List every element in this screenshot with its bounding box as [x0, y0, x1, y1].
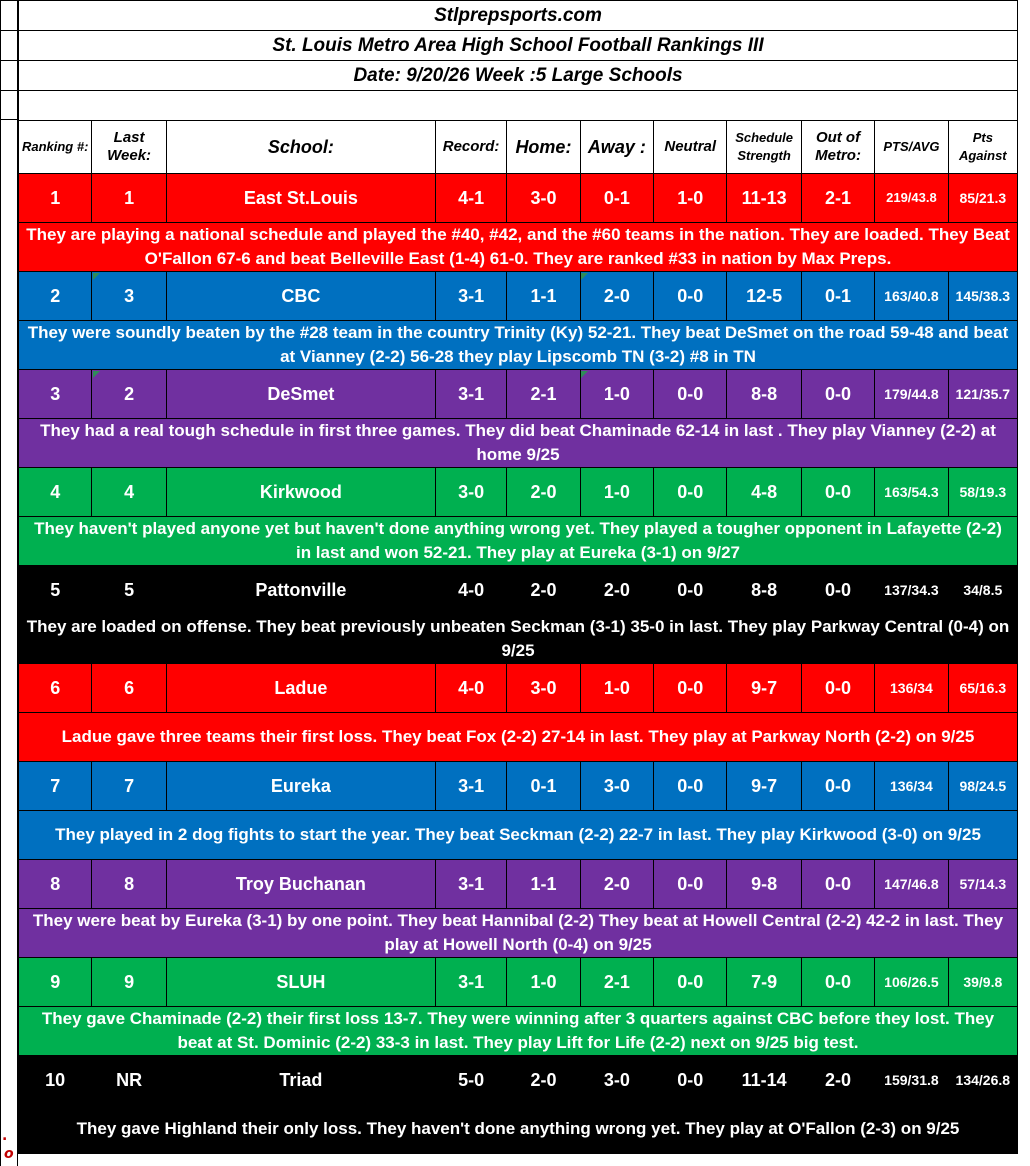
col-away: Away : [580, 121, 653, 174]
pts-avg-cell: 163/54.3 [875, 468, 948, 517]
out-of-metro-cell: 2-0 [801, 1056, 874, 1105]
left-cell [0, 90, 18, 120]
team-note: They played in 2 dog fights to start the year. They beat Seckman (2-2) 22-7 in last. They play Kirkwood (3-0) on 9/25 [19, 811, 1018, 860]
neutral-cell: 0-0 [654, 860, 727, 909]
comment-marker [93, 273, 100, 280]
record-cell: 3-1 [435, 762, 506, 811]
col-school: School: [166, 121, 435, 174]
pts-avg-cell: 147/46.8 [875, 860, 948, 909]
record-cell: 4-0 [435, 566, 506, 615]
away-cell: 1-0 [580, 468, 653, 517]
team-row [19, 958, 1018, 1007]
team-note: They gave Chaminade (2-2) their first loss 13-7. They were winning after 3 quarters against CBC before they lost. They beat at St. Dominic (2-2) 33-3 in last. They play Lift for Life (2-2) next on 9/25 big test. [19, 1007, 1018, 1056]
school-cell: Eureka [166, 762, 435, 811]
pts-avg-cell: 106/26.5 [875, 958, 948, 1007]
away-cell: 3-0 [580, 1056, 653, 1105]
record-cell: 3-1 [435, 370, 506, 419]
left-cell [0, 0, 18, 30]
pts-against-cell: 145/38.3 [948, 272, 1017, 321]
rank-cell: 7 [19, 762, 92, 811]
team-row [19, 566, 1018, 615]
date-line: Date: 9/20/26 Week :5 Large Schools [18, 60, 1018, 90]
pts-avg-cell: 159/31.8 [875, 1056, 948, 1105]
school-cell: SLUH [166, 958, 435, 1007]
schedule-cell: 11-14 [727, 1056, 801, 1105]
team-row [19, 174, 1018, 223]
pts-against-cell: 34/8.5 [948, 566, 1017, 615]
schedule-cell: 12-5 [727, 272, 801, 321]
cell-marker: o [4, 1146, 14, 1162]
schedule-cell: 8-8 [727, 370, 801, 419]
header-row [19, 121, 1018, 174]
neutral-cell: 0-0 [654, 958, 727, 1007]
school-cell: Pattonville [166, 566, 435, 615]
out-of-metro-cell: 2-1 [801, 174, 874, 223]
record-cell: 4-1 [435, 174, 506, 223]
team-note: Ladue gave three teams their first loss. They beat Fox (2-2) 27-14 in last. They play at Parkway North (2-2) on 9/25 [19, 713, 1018, 762]
home-cell: 2-0 [507, 468, 580, 517]
comment-marker [93, 371, 100, 378]
pts-avg-cell: 137/34.3 [875, 566, 948, 615]
pts-against-cell: 134/26.8 [948, 1056, 1017, 1105]
home-cell: 2-1 [507, 370, 580, 419]
out-of-metro-cell: 0-0 [801, 566, 874, 615]
neutral-cell: 0-0 [654, 272, 727, 321]
team-row [19, 272, 1018, 321]
pts-against-cell: 98/24.5 [948, 762, 1017, 811]
last-week-cell: 7 [92, 762, 166, 811]
col-last-week: Last Week: [92, 121, 166, 174]
last-week-cell: 2 [92, 370, 166, 419]
home-cell: 1-0 [507, 958, 580, 1007]
team-note-row [19, 223, 1018, 272]
col-out-of-metro: Out of Metro: [801, 121, 874, 174]
left-cell [0, 30, 18, 60]
rank-cell: 2 [19, 272, 92, 321]
team-row [19, 370, 1018, 419]
schedule-cell: 9-7 [727, 762, 801, 811]
team-note-row [19, 321, 1018, 370]
schedule-cell: 9-8 [727, 860, 801, 909]
away-cell: 2-1 [580, 958, 653, 1007]
neutral-cell: 0-0 [654, 370, 727, 419]
pts-against-cell: 65/16.3 [948, 664, 1017, 713]
team-note: They haven't played anyone yet but haven't done anything wrong yet. They played a tougher opponent in Lafayette (2-2) in last and won 52-21. They play at Eureka (3-1) on 9/27 [19, 517, 1018, 566]
team-note-row [19, 1007, 1018, 1056]
col-schedule: Schedule Strength [727, 121, 801, 174]
last-week-cell: 1 [92, 174, 166, 223]
team-note: They were beat by Eureka (3-1) by one point. They beat Hannibal (2-2) They beat at Howell Central (2-2) 42-2 in last. They play at Howell North (0-4) on 9/25 [19, 909, 1018, 958]
team-note-row [19, 811, 1018, 860]
record-cell: 5-0 [435, 1056, 506, 1105]
last-week-cell: 8 [92, 860, 166, 909]
home-cell: 0-1 [507, 762, 580, 811]
rankings-grid [18, 0, 1018, 1154]
last-week-cell: 3 [92, 272, 166, 321]
team-note-row [19, 1105, 1018, 1154]
team-note: They are playing a national schedule and played the #40, #42, and the #60 teams in the nation. They are loaded. They Beat O'Fallon 67-6 and beat Belleville East (1-4) 61-0. They are ranked #33 in nation by Max Preps. [19, 223, 1018, 272]
last-week-cell: 4 [92, 468, 166, 517]
record-cell: 3-1 [435, 272, 506, 321]
neutral-cell: 0-0 [654, 1056, 727, 1105]
left-cell [0, 60, 18, 90]
away-cell: 2-0 [580, 566, 653, 615]
team-note-row [19, 517, 1018, 566]
col-ranking: Ranking #: [19, 121, 92, 174]
neutral-cell: 0-0 [654, 566, 727, 615]
away-cell: 1-0 [580, 664, 653, 713]
school-cell: Troy Buchanan [166, 860, 435, 909]
pts-against-cell: 85/21.3 [948, 174, 1017, 223]
schedule-cell: 4-8 [727, 468, 801, 517]
cell-marker: . [2, 1128, 8, 1144]
out-of-metro-cell: 0-0 [801, 468, 874, 517]
last-week-cell: NR [92, 1056, 166, 1105]
out-of-metro-cell: 0-0 [801, 664, 874, 713]
out-of-metro-cell: 0-0 [801, 762, 874, 811]
schedule-cell: 8-8 [727, 566, 801, 615]
record-cell: 3-1 [435, 860, 506, 909]
col-pts-avg: PTS/AVG [875, 121, 948, 174]
school-cell: East St.Louis [166, 174, 435, 223]
rank-cell: 3 [19, 370, 92, 419]
record-cell: 3-1 [435, 958, 506, 1007]
pts-against-cell: 58/19.3 [948, 468, 1017, 517]
team-note: They had a real tough schedule in first three games. They did beat Chaminade 62-14 in last . They play Vianney (2-2) at home 9/25 [19, 419, 1018, 468]
team-note: They gave Highland their only loss. They haven't done anything wrong yet. They play at O'Fallon (2-3) on 9/25 [19, 1105, 1018, 1154]
team-row [19, 762, 1018, 811]
pts-avg-cell: 219/43.8 [875, 174, 948, 223]
away-cell: 1-0 [580, 370, 653, 419]
away-cell: 2-0 [580, 860, 653, 909]
rank-cell: 6 [19, 664, 92, 713]
home-cell: 3-0 [507, 664, 580, 713]
rank-cell: 9 [19, 958, 92, 1007]
school-cell: DeSmet [166, 370, 435, 419]
comment-marker [581, 371, 588, 378]
team-row [19, 1056, 1018, 1105]
left-cell [0, 120, 18, 1166]
team-note-row [19, 419, 1018, 468]
team-row [19, 664, 1018, 713]
rankings-table [18, 120, 1018, 1154]
home-cell: 2-0 [507, 1056, 580, 1105]
pts-avg-cell: 136/34 [875, 762, 948, 811]
team-row [19, 468, 1018, 517]
team-note-row [19, 615, 1018, 664]
neutral-cell: 1-0 [654, 174, 727, 223]
team-row [19, 860, 1018, 909]
out-of-metro-cell: 0-1 [801, 272, 874, 321]
team-note-row [19, 713, 1018, 762]
rank-cell: 5 [19, 566, 92, 615]
home-cell: 1-1 [507, 272, 580, 321]
col-record: Record: [435, 121, 506, 174]
record-cell: 4-0 [435, 664, 506, 713]
neutral-cell: 0-0 [654, 664, 727, 713]
pts-against-cell: 39/9.8 [948, 958, 1017, 1007]
pts-against-cell: 121/35.7 [948, 370, 1017, 419]
comment-marker [581, 273, 588, 280]
out-of-metro-cell: 0-0 [801, 370, 874, 419]
team-note-row [19, 909, 1018, 958]
home-cell: 2-0 [507, 566, 580, 615]
away-cell: 2-0 [580, 272, 653, 321]
pts-avg-cell: 179/44.8 [875, 370, 948, 419]
page-title: St. Louis Metro Area High School Football Rankings III [18, 30, 1018, 60]
last-week-cell: 5 [92, 566, 166, 615]
pts-avg-cell: 163/40.8 [875, 272, 948, 321]
rank-cell: 4 [19, 468, 92, 517]
out-of-metro-cell: 0-0 [801, 860, 874, 909]
pts-against-cell: 57/14.3 [948, 860, 1017, 909]
team-note: They are loaded on offense. They beat previously unbeaten Seckman (3-1) 35-0 in last. They play Parkway Central (0-4) on 9/25 [19, 615, 1018, 664]
schedule-cell: 9-7 [727, 664, 801, 713]
neutral-cell: 0-0 [654, 762, 727, 811]
rank-cell: 10 [19, 1056, 92, 1105]
school-cell: CBC [166, 272, 435, 321]
away-cell: 0-1 [580, 174, 653, 223]
col-pts-against: Pts Against [948, 121, 1017, 174]
rank-cell: 1 [19, 174, 92, 223]
blank-row [18, 90, 1018, 120]
schedule-cell: 7-9 [727, 958, 801, 1007]
school-cell: Ladue [166, 664, 435, 713]
out-of-metro-cell: 0-0 [801, 958, 874, 1007]
team-note: They were soundly beaten by the #28 team in the country Trinity (Ky) 52-21. They beat DeSmet on the road 59-48 and beat at Vianney (2-2) 56-28 they play Lipscomb TN (3-2) #8 in TN [19, 321, 1018, 370]
col-neutral: Neutral [654, 121, 727, 174]
neutral-cell: 0-0 [654, 468, 727, 517]
home-cell: 1-1 [507, 860, 580, 909]
site-name: Stlprepsports.com [18, 0, 1018, 30]
schedule-cell: 11-13 [727, 174, 801, 223]
home-cell: 3-0 [507, 174, 580, 223]
last-week-cell: 6 [92, 664, 166, 713]
rank-cell: 8 [19, 860, 92, 909]
school-cell: Triad [166, 1056, 435, 1105]
school-cell: Kirkwood [166, 468, 435, 517]
last-week-cell: 9 [92, 958, 166, 1007]
pts-avg-cell: 136/34 [875, 664, 948, 713]
record-cell: 3-0 [435, 468, 506, 517]
away-cell: 3-0 [580, 762, 653, 811]
col-home: Home: [507, 121, 580, 174]
